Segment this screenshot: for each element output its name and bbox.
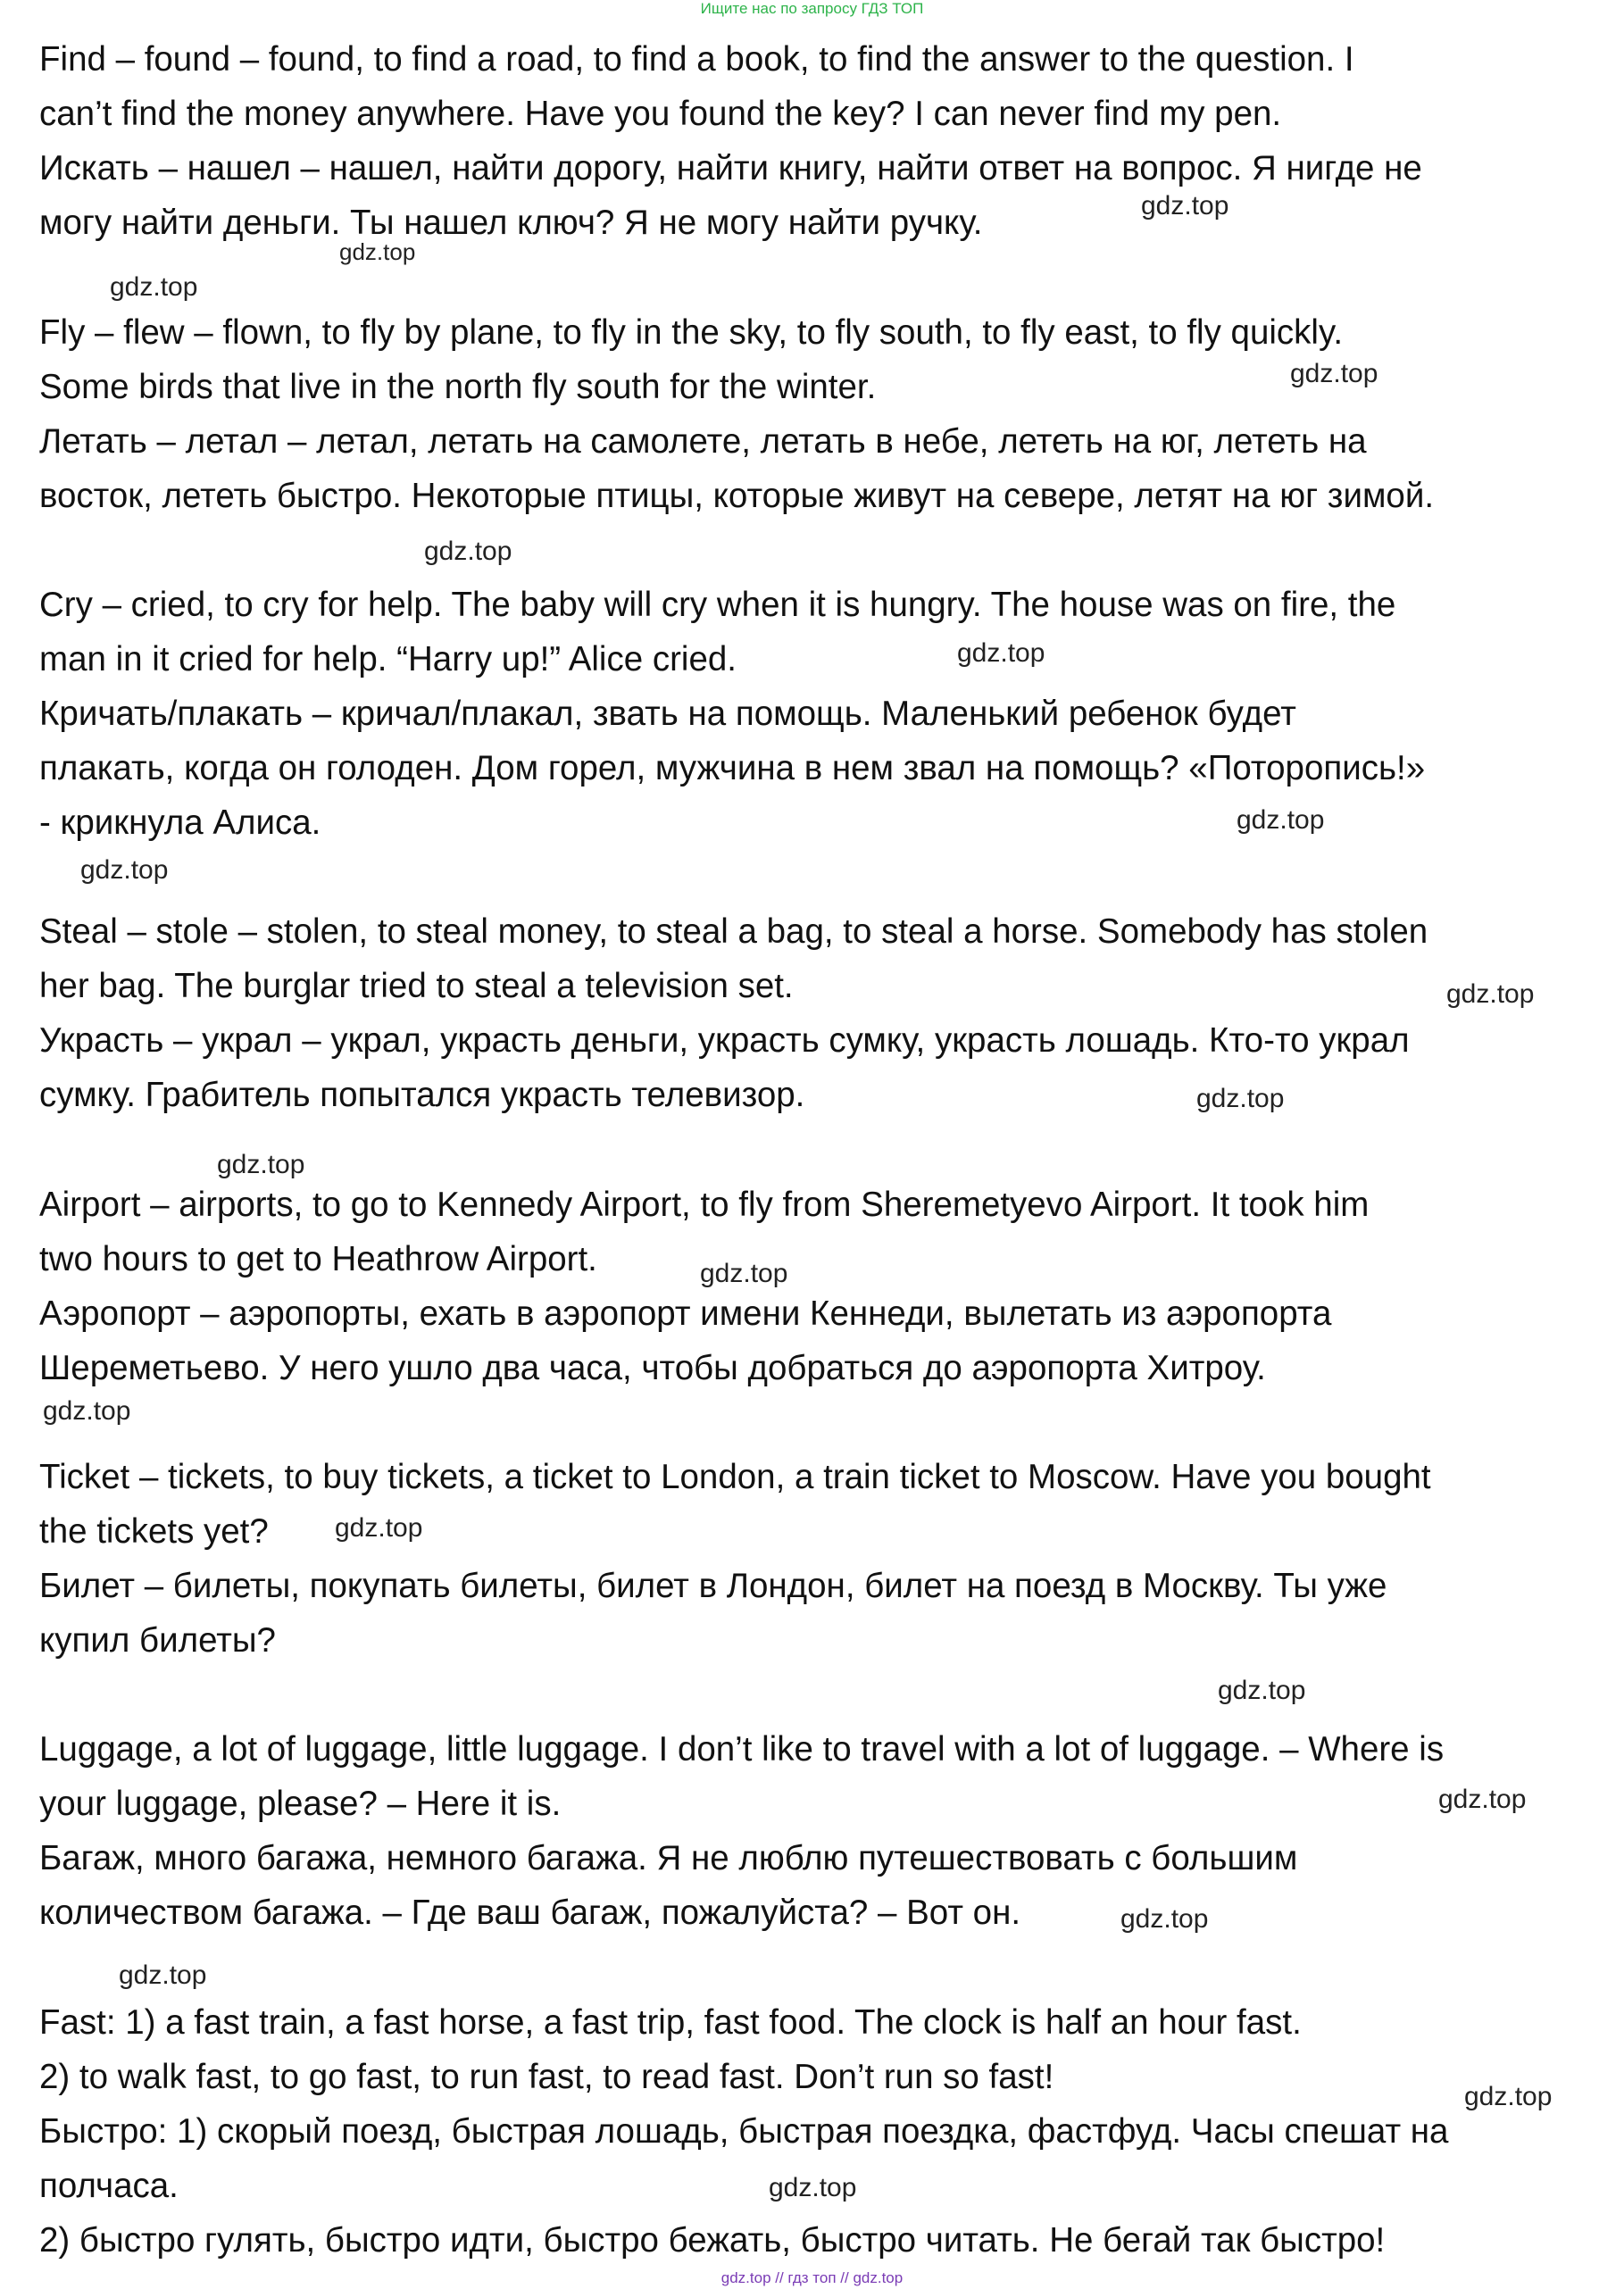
text-line-luggage-2: your luggage, please? – Here it is. <box>39 1785 562 1823</box>
text-line-fast-ru-3: 2) быстро гулять, быстро идти, быстро бежать, быстро читать. Не бегай так быстро! <box>39 2221 1386 2260</box>
text-line-steal-1: Steal – stole – stolen, to steal money, to steal a bag, to steal a horse. Somebody has stolen <box>39 912 1428 951</box>
text-line-find-1: Find – found – found, to find a road, to find a book, to find the answer to the question. I <box>39 40 1354 79</box>
watermark: gdz.top <box>1141 191 1229 221</box>
text-line-cry-1: Cry – cried, to cry for help. The baby will cry when it is hungry. The house was on fire, the <box>39 586 1396 624</box>
watermark: gdz.top <box>1446 979 1535 1009</box>
watermark: gdz.top <box>769 2173 857 2202</box>
text-line-ticket-1: Ticket – tickets, to buy tickets, a ticket to London, a train ticket to Moscow. Have you bought <box>39 1458 1431 1496</box>
text-line-fast-ru-2: полчаса. <box>39 2167 179 2205</box>
watermark: gdz.top <box>80 855 169 885</box>
text-line-luggage-ru-2: количеством багажа. – Где ваш багаж, пожалуйста? – Вот он. <box>39 1894 1021 1932</box>
text-line-ticket-ru-2: купил билеты? <box>39 1621 276 1660</box>
text-line-luggage-1: Luggage, a lot of luggage, little luggage. I don’t like to travel with a lot of luggage. – Where is <box>39 1730 1445 1769</box>
watermark: gdz.top <box>1237 805 1325 835</box>
text-line-steal-2: her bag. The burglar tried to steal a television set. <box>39 967 794 1005</box>
text-line-find-ru-2: могу найти деньги. Ты нашел ключ? Я не могу найти ручку. <box>39 204 983 242</box>
watermark: gdz.top <box>1290 359 1378 388</box>
text-line-steal-ru-2: сумку. Грабитель попытался украсть телевизор. <box>39 1076 805 1114</box>
text-line-find-ru-1: Искать – нашел – нашел, найти дорогу, найти книгу, найти ответ на вопрос. Я нигде не <box>39 149 1422 187</box>
text-line-airport-ru-1: Аэропорт – аэропорты, ехать в аэропорт имени Кеннеди, вылетать из аэропорта <box>39 1294 1332 1333</box>
watermark: gdz.top <box>1438 1785 1527 1814</box>
watermark: gdz.top <box>1218 1676 1306 1705</box>
watermark: gdz.top <box>424 537 512 566</box>
bottom-banner: gdz.top // гдз топ // gdz.top <box>720 2269 904 2286</box>
text-line-fast-1: Fast: 1) a fast train, a fast horse, a fast trip, fast food. The clock is half an hour fast. <box>39 2003 1302 2042</box>
watermark: gdz.top <box>700 1259 788 1288</box>
top-banner: Ищите нас по запросу ГДЗ ТОП <box>700 0 924 17</box>
text-line-cry-ru-2: плакать, когда он голоден. Дом горел, мужчина в нем звал на помощь? «Поторопись!» <box>39 749 1426 787</box>
text-line-fly-2: Some birds that live in the north fly south for the winter. <box>39 368 877 406</box>
watermark: gdz.top <box>1464 2082 1553 2111</box>
text-line-cry-ru-1: Кричать/плакать – кричал/плакал, звать на помощь. Маленький ребенок будет <box>39 695 1296 733</box>
text-line-steal-ru-1: Украсть – украл – украл, украсть деньги, украсть сумку, украсть лошадь. Кто-то украл <box>39 1021 1410 1060</box>
text-line-fast-ru-1: Быстро: 1) скорый поезд, быстрая лошадь, быстрая поездка, фастфуд. Часы спешат на <box>39 2112 1449 2151</box>
text-line-ticket-ru-1: Билет – билеты, покупать билеты, билет в Лондон, билет на поезд в Москву. Ты уже <box>39 1567 1387 1605</box>
text-line-find-2: can’t find the money anywhere. Have you found the key? I can never find my pen. <box>39 95 1282 133</box>
text-line-cry-ru-3: - крикнула Алиса. <box>39 803 321 842</box>
watermark: gdz.top <box>43 1396 131 1426</box>
watermark: gdz.top <box>1120 1904 1209 1934</box>
watermark: gdz.top <box>339 238 416 265</box>
watermark: gdz.top <box>335 1513 423 1543</box>
text-line-airport-1: Airport – airports, to go to Kennedy Airport, to fly from Sheremetyevo Airport. It took him <box>39 1186 1370 1224</box>
text-line-fly-ru-2: восток, лететь быстро. Некоторые птицы, которые живут на севере, летят на юг зимой. <box>39 477 1435 515</box>
watermark: gdz.top <box>1196 1084 1285 1113</box>
watermark: gdz.top <box>110 272 198 302</box>
text-line-luggage-ru-1: Багаж, много багажа, немного багажа. Я не люблю путешествовать с большим <box>39 1839 1298 1877</box>
watermark: gdz.top <box>217 1150 305 1179</box>
text-line-airport-2: two hours to get to Heathrow Airport. <box>39 1240 597 1278</box>
text-line-fly-1: Fly – flew – flown, to fly by plane, to fly in the sky, to fly south, to fly east, to fly quickly. <box>39 313 1344 352</box>
text-line-cry-2: man in it cried for help. “Harry up!” Alice cried. <box>39 640 737 678</box>
text-line-ticket-2: the tickets yet? <box>39 1512 269 1551</box>
text-line-fly-ru-1: Летать – летал – летал, летать на самолете, летать в небе, лететь на юг, лететь на <box>39 422 1367 461</box>
watermark: gdz.top <box>957 638 1045 668</box>
text-line-airport-ru-2: Шереметьево. У него ушло два часа, чтобы добраться до аэропорта Хитроу. <box>39 1349 1266 1387</box>
watermark: gdz.top <box>119 1960 207 1990</box>
text-line-fast-2: 2) to walk fast, to go fast, to run fast, to read fast. Don’t run so fast! <box>39 2058 1054 2096</box>
